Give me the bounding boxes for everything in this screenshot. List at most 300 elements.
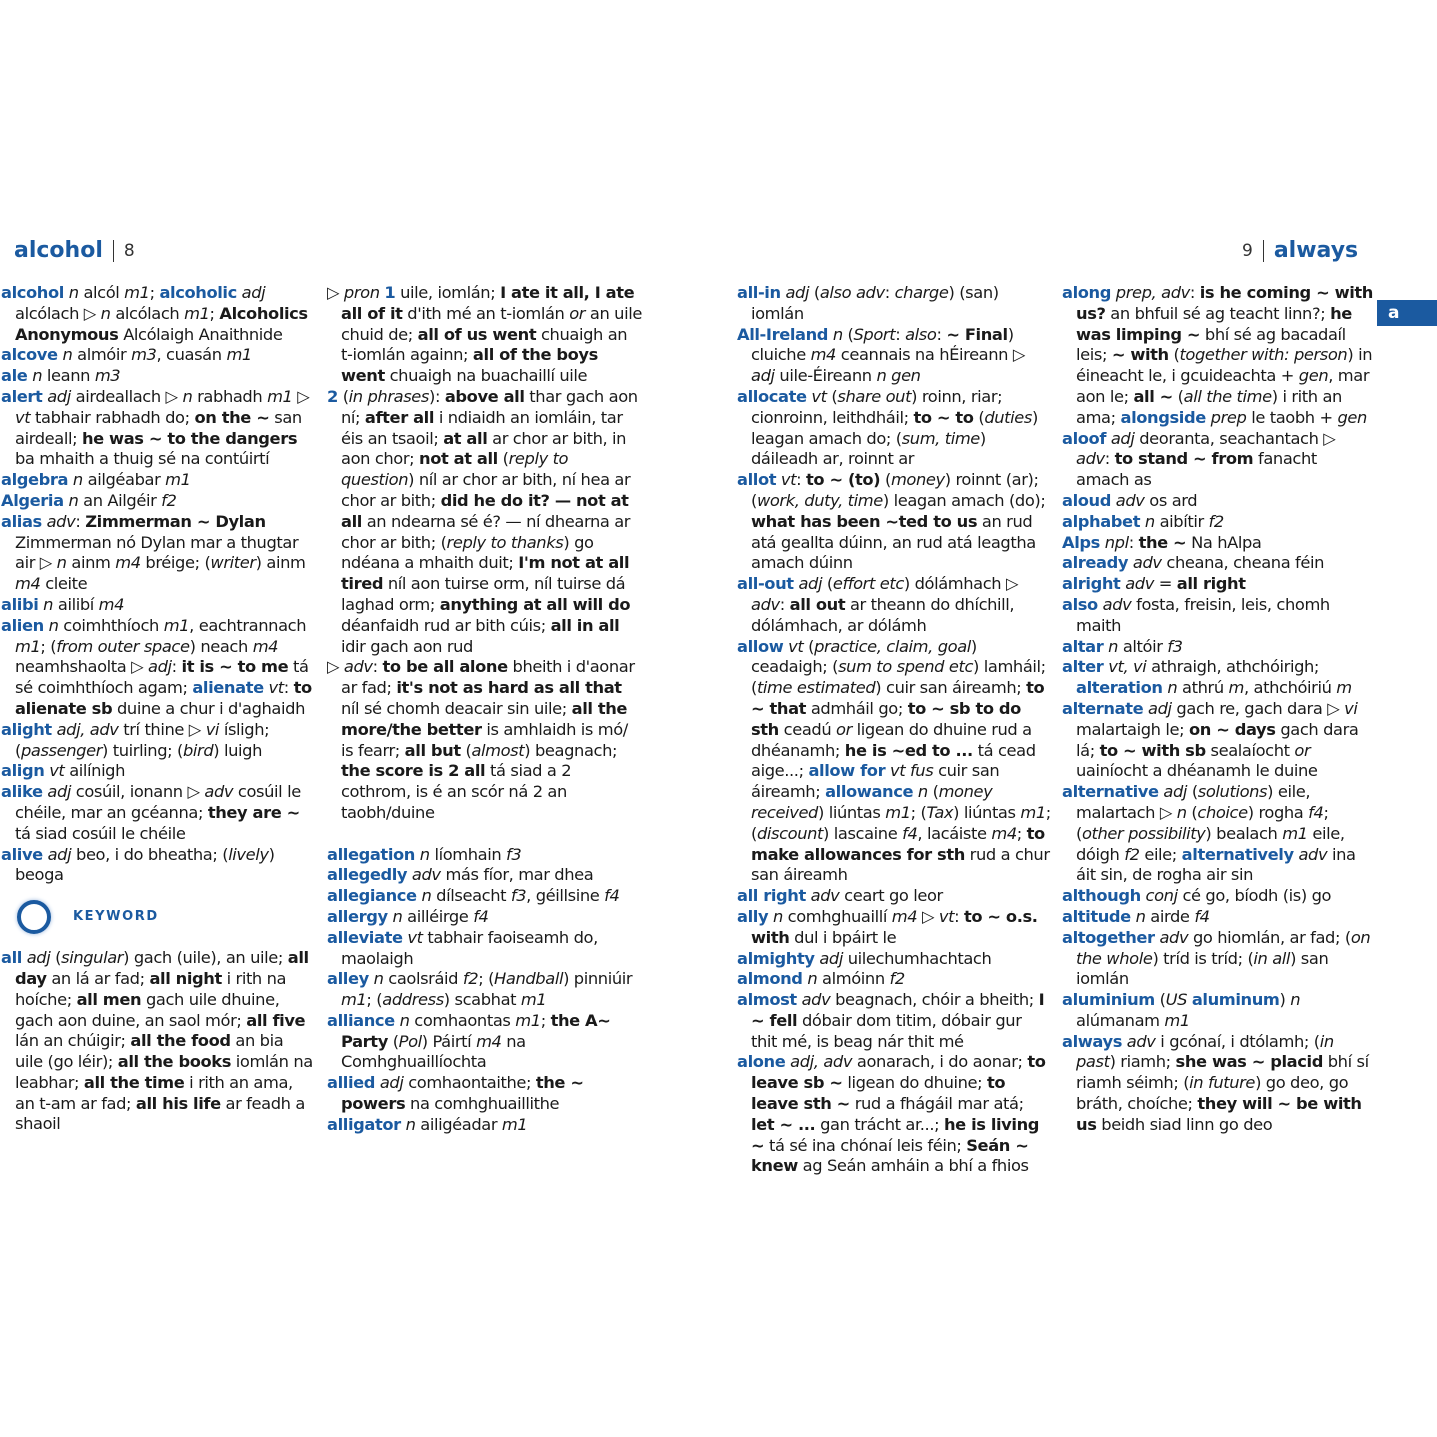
grammar-label: adj — [241, 283, 266, 302]
headword: all-in — [737, 283, 781, 302]
grammar-label: n — [1144, 511, 1155, 531]
text: níl sé chomh deacair sin uile; — [341, 698, 572, 718]
grammar-label: n — [772, 906, 783, 926]
headword: always — [1062, 1031, 1122, 1051]
grammar-label: m1 — [1164, 1010, 1190, 1030]
dictionary-entry — [1062, 699, 1374, 782]
text: déanfaidh rud ar bith cúis; — [341, 615, 551, 635]
phrase: all day — [15, 948, 309, 988]
headword: altogether — [1062, 927, 1155, 947]
text: ailgéabar — [82, 470, 166, 490]
text: rabhadh — [192, 386, 268, 406]
keyword-entry-all-continued — [327, 283, 643, 824]
phrase: he is ~ed to ... — [844, 740, 973, 760]
text: aibítir — [1154, 511, 1209, 531]
grammar-label: almost — [471, 740, 525, 760]
thumb-index-tab[interactable] — [1377, 300, 1437, 326]
grammar-label: n — [405, 1114, 416, 1134]
left-page-header — [14, 238, 135, 263]
column-2 — [327, 283, 643, 1136]
text: duine a chur i d'aghaidh — [112, 698, 305, 718]
dictionary-entry — [1062, 429, 1374, 491]
text: ) i rith an ama; — [1076, 386, 1342, 427]
dictionary-entry — [327, 886, 643, 907]
grammar-label: address — [382, 990, 444, 1010]
grammar-label: n — [62, 345, 73, 365]
grammar-label: adj — [785, 283, 810, 302]
headword: Algeria — [1, 490, 64, 510]
headword: alike — [1, 782, 43, 802]
text: ) go deo, go bráth, choíche; — [1076, 1073, 1349, 1114]
dictionary-entry — [737, 1052, 1051, 1177]
grammar-label: sum to spend etc — [838, 657, 974, 677]
grammar-label: m — [1336, 678, 1352, 698]
dictionary-entry — [737, 637, 1051, 887]
grammar-label: other possibility — [1081, 823, 1206, 843]
text: gach re, gach dara ▷ — [1171, 698, 1345, 718]
grammar-label: adj — [47, 782, 72, 802]
text: coimhthíoch — [58, 615, 164, 635]
phrase: to ~ to — [913, 407, 974, 427]
text: ) ainm — [255, 553, 306, 573]
text: , eachtrannach — [189, 615, 307, 635]
grammar-label: time estimated — [756, 678, 876, 698]
text: athrú — [1177, 678, 1229, 698]
dictionary-entry — [737, 470, 1051, 574]
text: an ndearna sé é? — ní dhearna ar chor ar bith; ( — [341, 511, 631, 552]
headword: ally — [737, 906, 769, 926]
grammar-label: m4 — [252, 636, 279, 656]
grammar-label: adj — [148, 657, 172, 677]
text: ) cuir san áireamh; — [875, 678, 1027, 698]
phrase: on the ~ — [194, 407, 270, 427]
text: : — [283, 678, 294, 698]
grammar-label: Pol — [398, 1031, 422, 1051]
text: ; ( — [910, 802, 927, 822]
grammar-label: bird — [182, 740, 214, 760]
text: ina áit sin, de rogha air sin — [1076, 844, 1356, 885]
right-page-header — [1242, 238, 1358, 263]
text: chuaigh an t-iomlán againn; — [341, 324, 628, 365]
column-3-entries — [737, 283, 1051, 1177]
text: ) liúntas — [818, 802, 886, 822]
text: ( — [880, 470, 891, 490]
headword: alcohol — [1, 283, 64, 302]
text: aonarach, i do aonar; — [852, 1052, 1028, 1072]
text: iomlán na leabhar; — [15, 1052, 313, 1092]
headword: alienate — [192, 678, 264, 698]
grammar-label: singular — [61, 948, 124, 968]
dictionary-entry — [327, 1115, 643, 1136]
phrase: he was ~ to the dangers — [81, 428, 298, 448]
dictionary-entry — [327, 865, 643, 886]
headword: 2 — [327, 386, 338, 406]
grammar-label: adv — [810, 886, 840, 906]
text: altóir — [1118, 636, 1168, 656]
text: an uile chuid de; — [341, 303, 642, 344]
text: is amhlaidh is mó/ is fearr; — [341, 719, 628, 760]
phrase: to leave sth ~ — [751, 1073, 1006, 1114]
text: uile, iomlán; — [395, 283, 501, 302]
grammar-label: f3 — [506, 844, 522, 864]
text: ) in éineacht le, i gcuideachta + — [1076, 345, 1373, 386]
grammar-label: adj — [819, 948, 843, 968]
text: ( — [337, 386, 349, 406]
grammar-label: adv — [801, 990, 831, 1010]
grammar-label: f4 — [1308, 802, 1324, 822]
headword: alien — [1, 615, 44, 635]
grammar-label: n — [421, 886, 432, 906]
text: : — [779, 594, 790, 614]
headword: alcove — [1, 345, 58, 365]
phrase: to ~ with sb — [1099, 740, 1206, 760]
grammar-label: m1 — [1020, 802, 1046, 822]
grammar-label: prep — [1210, 407, 1247, 427]
text: dóbair dom titim, dóbair gur thit mé, is beag nár thit mé — [751, 1010, 1022, 1051]
text: ; ( — [751, 802, 1051, 843]
grammar-label: m3 — [131, 345, 157, 365]
grammar-label: n — [1290, 990, 1301, 1010]
text: , mar aon le; — [1076, 366, 1370, 406]
grammar-label: m3 — [94, 366, 121, 386]
text: tabhair faoiseamh do, maolaigh — [341, 927, 598, 968]
text: uainíocht a dhéanamh le duine — [1076, 761, 1318, 781]
text: ar chor ar bith, in aon chor; — [341, 428, 627, 469]
headword: alone — [737, 1052, 786, 1072]
text: ( — [387, 1031, 399, 1051]
grammar-label: work, duty, time — [756, 490, 883, 510]
grammar-label: share out — [837, 386, 912, 406]
grammar-label: Tax — [926, 802, 954, 822]
text: leann — [42, 366, 95, 386]
text: thar gach aon ní; — [341, 386, 638, 427]
text: ; ( — [478, 969, 495, 989]
dictionary-entry — [327, 283, 643, 387]
grammar-label: adv — [751, 594, 780, 614]
column-4 — [1062, 283, 1374, 1136]
grammar-label: adj — [47, 386, 71, 406]
text: rud a fhágáil mar atá; — [849, 1094, 1024, 1114]
grammar-label: vt — [811, 386, 827, 406]
text: uile-Éireann — [774, 366, 877, 386]
text: bréige; ( — [140, 553, 211, 573]
phrase: he is living ~ — [751, 1114, 1040, 1155]
text: ) ceadaigh; ( — [751, 636, 977, 677]
text: ) pinniúir — [563, 969, 633, 989]
text: : — [895, 324, 906, 344]
text: dílseacht — [431, 886, 511, 906]
text: ) eile, malartach ▷ — [1076, 782, 1311, 822]
grammar-label: Sport — [853, 324, 896, 344]
text: ) leagan amach do; ( — [751, 407, 1038, 448]
grammar-label: adj, adv — [790, 1052, 853, 1072]
text: ) dólámhach ▷ — [903, 574, 1019, 594]
dictionary-entry — [1, 761, 313, 782]
grammar-label: m — [1228, 678, 1244, 698]
text: ( — [826, 386, 838, 406]
grammar-label: all the time — [1183, 386, 1272, 406]
grammar-label: m1 — [124, 283, 150, 302]
phrase: all night — [149, 968, 222, 988]
text: i rith na hoíche; — [15, 968, 287, 1009]
grammar-label: gen — [1298, 366, 1329, 386]
text: ) riamh; — [1109, 1052, 1176, 1072]
text: : — [372, 657, 383, 677]
grammar-label: vt — [788, 636, 804, 656]
headword: Alps — [1062, 532, 1100, 552]
phrase: all ~ — [1133, 386, 1173, 406]
phrase: to ~ o.s. with — [751, 906, 1038, 947]
phrase: all out — [789, 594, 846, 614]
right-page-number: 9 — [1242, 240, 1253, 261]
phrase: Alcoholics Anonymous — [15, 303, 308, 344]
grammar-label: adv — [1125, 574, 1154, 594]
text: ; ( — [366, 990, 383, 1010]
headword: aluminium — [1062, 990, 1155, 1010]
grammar-label: adj — [751, 366, 775, 386]
grammar-label: money — [890, 470, 945, 490]
grammar-label: reply to question — [341, 449, 569, 490]
text: ) leagan amach (do); — [882, 490, 1046, 510]
headword: also — [1062, 594, 1098, 614]
headword: align — [1, 761, 45, 781]
grammar-label: f2 — [1124, 844, 1140, 864]
phrase: all right — [1176, 574, 1246, 594]
text: trí thine ▷ — [118, 719, 206, 739]
phrase: all the time — [83, 1072, 185, 1092]
headword: alternate — [1062, 698, 1144, 718]
left-page-number: 8 — [123, 240, 135, 261]
dictionary-entry — [1062, 553, 1374, 574]
grammar-label: adv — [1115, 490, 1145, 510]
grammar-label: conj — [1145, 886, 1178, 906]
dictionary-entry — [1, 283, 313, 345]
headword: algebra — [1, 470, 69, 490]
text: : — [171, 657, 182, 677]
headword: although — [1062, 886, 1141, 906]
grammar-label: Handball — [494, 969, 564, 989]
grammar-label: m4 — [115, 553, 141, 573]
grammar-label: f2 — [462, 969, 479, 989]
text: almóir — [72, 345, 132, 365]
headword: alliance — [327, 1010, 395, 1030]
entry-gap — [327, 824, 643, 845]
grammar-label: n — [182, 386, 193, 406]
phrase: all of the boys went — [341, 345, 598, 386]
grammar-label: adv — [204, 782, 234, 802]
text: ísligh; ( — [15, 719, 270, 760]
text: ( — [803, 636, 815, 656]
grammar-label: adj — [379, 1073, 404, 1093]
text: ; ( — [1076, 802, 1329, 843]
dictionary-entry — [1062, 657, 1374, 699]
dictionary-entry — [327, 928, 643, 970]
text: ) níl ar chor ar bith, ní hea ar chor ar bith; — [341, 470, 631, 510]
headword: allergy — [327, 906, 388, 926]
text: ) lascaine — [823, 823, 903, 843]
phrase: all the more/the better — [341, 698, 628, 739]
phrase: to ~ sb to do sth — [751, 698, 1021, 739]
grammar-label: adj — [47, 844, 72, 864]
phrase: I'm not at all tired — [341, 553, 630, 594]
grammar-label: f4 — [604, 886, 620, 906]
text: ceadú — [778, 719, 837, 739]
text: = — [1153, 574, 1177, 594]
text: le taobh + — [1246, 407, 1338, 427]
grammar-label: m1 — [885, 802, 911, 822]
grammar-label: f3 — [1167, 636, 1183, 656]
phrase: all of us went — [417, 324, 537, 344]
text: tá siad a 2 cothrom, is é an scór ná 2 an taobh/duine — [341, 761, 572, 822]
dictionary-entry — [327, 845, 643, 866]
grammar-label: vi — [205, 719, 220, 739]
headword: allied — [327, 1073, 376, 1093]
grammar-label: n — [100, 303, 111, 323]
text: malartaigh le; — [1076, 719, 1189, 739]
grammar-label: adv — [1076, 449, 1105, 469]
text: ( — [50, 948, 62, 968]
grammar-label: m4 — [98, 594, 125, 614]
text: ainm — [66, 553, 116, 573]
phrase: I ate it all, I ate all of it — [341, 283, 635, 323]
text: ) lamháil; ( — [751, 657, 1046, 698]
text: i ndiaidh an iomláin, tar éis an tsaoil; — [341, 407, 623, 448]
text: ailléirge — [402, 906, 474, 926]
grammar-label: n — [1108, 636, 1119, 656]
grammar-label: n — [68, 283, 79, 302]
dictionary-entry — [327, 387, 643, 657]
dictionary-entry — [737, 325, 1051, 387]
grammar-label: pron — [343, 283, 380, 302]
headword: alive — [1, 844, 43, 864]
headword: alter — [1062, 657, 1104, 677]
grammar-label: n — [43, 594, 54, 614]
headword: alright — [1062, 574, 1121, 594]
grammar-label: in all — [1253, 948, 1291, 968]
grammar-label: n — [1135, 906, 1146, 926]
grammar-label: n — [72, 470, 83, 490]
column-1-entries — [1, 283, 313, 886]
dictionary-entry — [737, 969, 1051, 990]
phrase: I ~ fell — [751, 990, 1045, 1030]
headword: ale — [1, 366, 28, 386]
grammar-label: m4 — [15, 574, 41, 594]
grammar-label: in phrases — [348, 386, 429, 406]
dictionary-entry — [1, 948, 313, 1135]
text: ) (san) iomlán — [751, 283, 999, 323]
grammar-label: m1 — [15, 636, 41, 656]
text: , cuasán — [156, 345, 227, 365]
text: ( — [973, 407, 985, 427]
grammar-label: or — [1294, 740, 1311, 760]
grammar-label: solutions — [1197, 782, 1268, 802]
grammar-label: sum, time — [901, 428, 980, 448]
grammar-label: passenger — [20, 740, 103, 760]
text: cleite — [40, 574, 88, 594]
text: ailínigh — [64, 761, 126, 781]
text: ceannais na hÉireann ▷ — [836, 345, 1025, 365]
text: uilechumhachtach — [842, 948, 992, 968]
headword: alteration — [1076, 678, 1163, 698]
headword: alight — [1, 719, 52, 739]
grammar-label: f3 — [510, 886, 527, 906]
text: ( — [1172, 386, 1184, 406]
text: alcólach ▷ — [15, 303, 101, 323]
keyword-circle-icon — [17, 900, 51, 934]
grammar-label: vi — [1344, 698, 1358, 718]
grammar-label: f2 — [889, 969, 905, 989]
grammar-label: f4 — [902, 823, 918, 843]
text: ) roinnt (ar); ( — [751, 470, 1039, 510]
text: : — [1128, 532, 1139, 552]
text: ag Seán amháin a bhí a fhios — [797, 1156, 1029, 1176]
text: na comhghuaillithe — [405, 1094, 560, 1114]
grammar-label: n — [807, 969, 818, 989]
text: Na hAlpa — [1186, 532, 1262, 552]
grammar-label: adv — [1132, 553, 1162, 573]
dictionary-entry — [327, 657, 643, 823]
phrase: to make allowances for sth — [751, 823, 1045, 864]
headword: almond — [737, 969, 803, 989]
grammar-label: vt, vi — [1108, 657, 1147, 677]
text: ▷ — [327, 283, 344, 302]
grammar-label: adv — [46, 511, 76, 531]
grammar-label: gen — [1337, 407, 1367, 427]
phrase: to leave sb ~ — [751, 1052, 1046, 1093]
grammar-label: lively — [228, 844, 269, 864]
text: : — [954, 906, 964, 926]
text: cé go, bíodh (is) go — [1177, 886, 1332, 906]
text: ( — [1187, 782, 1198, 802]
grammar-label: m1 — [501, 1114, 528, 1134]
text: ) Páirtí — [421, 1031, 477, 1051]
text: eile, dóigh — [1076, 823, 1345, 864]
text: , lacáiste — [917, 823, 992, 843]
phrase: to ~ that — [751, 678, 1045, 718]
text: níl aon tuirse orm, níl tuirse dá laghad orm; — [341, 574, 626, 614]
grammar-label: also adv — [819, 283, 885, 302]
text: comhaontas — [409, 1010, 516, 1030]
text: san airdeall; — [15, 407, 302, 448]
dictionary-entry — [327, 1073, 643, 1115]
phrase: Zimmerman ~ Dylan — [85, 511, 266, 531]
phrase: what has been ~ted to us — [751, 511, 978, 531]
phrase: all his life — [135, 1093, 221, 1113]
phrase: it is ~ to me — [181, 657, 289, 677]
phrase: is he coming ~ with us? — [1076, 283, 1373, 323]
grammar-label: vt — [780, 470, 797, 490]
grammar-label: also — [905, 324, 937, 344]
column-1 — [1, 283, 313, 1135]
grammar-label: adj — [1148, 698, 1172, 718]
text: almóinn — [817, 969, 890, 989]
text: admháil go; — [806, 698, 908, 718]
text: ( — [1154, 990, 1166, 1010]
dictionary-entry — [1, 845, 313, 887]
grammar-label: n — [32, 366, 43, 386]
phrase: to stand ~ from — [1114, 449, 1254, 469]
text: ) cluiche — [751, 324, 1014, 365]
dictionary-entry — [1062, 533, 1374, 554]
text: ): — [429, 386, 445, 406]
grammar-label: n — [68, 490, 79, 510]
grammar-label: f4 — [1194, 906, 1210, 926]
grammar-label: m4 — [810, 345, 837, 365]
headword: along — [1062, 283, 1111, 302]
text: ) bealach — [1205, 823, 1283, 843]
dictionary-entry — [737, 949, 1051, 970]
text: , athchóiriú — [1243, 678, 1337, 698]
